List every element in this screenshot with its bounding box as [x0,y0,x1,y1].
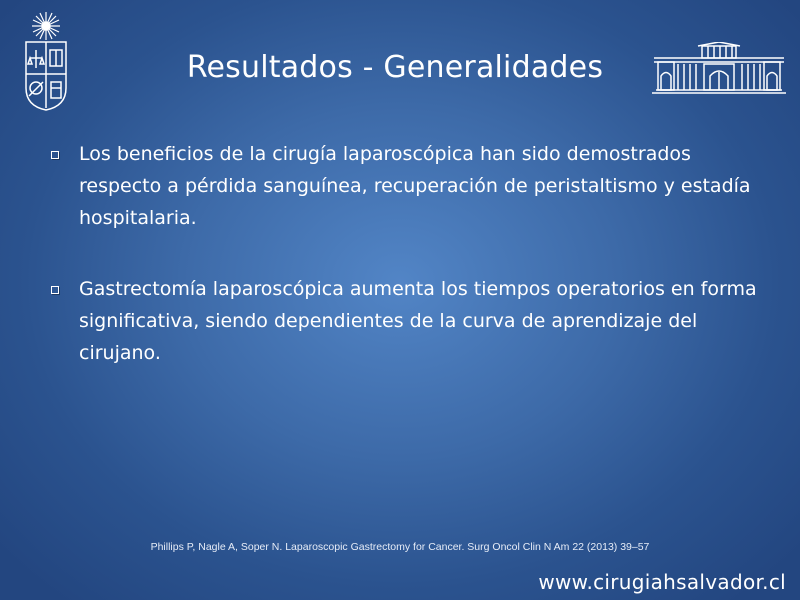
citation: Phillips P, Nagle A, Soper N. Laparoscopic Gastrectomy for Cancer. Surg Oncol Clin N Am 22 (2013) 39–57 [150,541,650,553]
bullet-item [46,138,766,234]
square-bullet-icon [51,286,59,294]
bullet-item [46,273,766,369]
square-bullet-icon [51,151,59,159]
building-facade-logo [652,42,786,94]
website-url: www.cirugiahsalvador.cl [538,570,786,594]
bullet-text: Gastrectomía laparoscópica aumenta los tiempos operatorios en forma significativa, siendo dependientes de la curva de aprendizaje del cirujano. [79,278,757,364]
university-crest-logo [14,8,78,112]
slide-title: Resultados - Generalidades [186,50,604,85]
bullet-list [46,138,766,369]
bullet-text: Los beneficios de la cirugía laparoscópica han sido demostrados respecto a pérdida sanguínea, recuperación de peristaltismo y estadía hospitalaria. [79,143,751,229]
